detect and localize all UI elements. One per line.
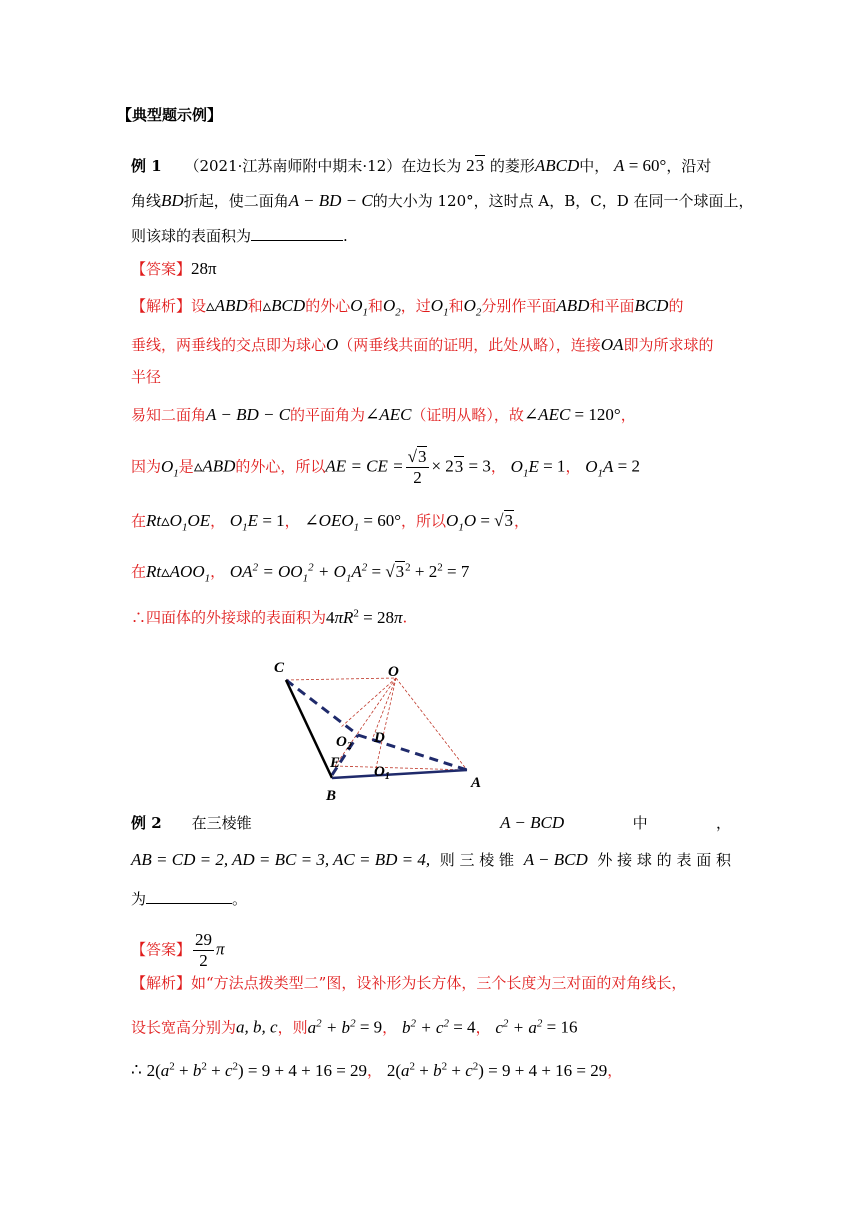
example-2-line-3 bbox=[131, 888, 247, 910]
edge-ba bbox=[332, 770, 467, 778]
q-text: 则 三 棱 锥 bbox=[439, 851, 515, 869]
solution-1-line-7: 在$Rt▵AOO_1$， $OA^2 = OO_1^2 + O_1A^2 = √3^2 + 2^2 = 7$ bbox=[131, 561, 470, 585]
s-text: ， bbox=[367, 1061, 383, 1080]
solution-2-line-2: 设长宽高分别为a, b, c，则$a^2 + b^2 = 9$， $b^2 + c^2 = 4$， $c^2 + a^2 = 16$ bbox=[131, 1017, 578, 1037]
s-text: ， bbox=[607, 1061, 623, 1080]
label-o2: $O_2$ bbox=[336, 734, 352, 752]
edge-cb bbox=[286, 680, 332, 778]
q-text: 角线 bbox=[131, 192, 162, 210]
line-oe bbox=[335, 678, 396, 766]
line-co bbox=[286, 678, 396, 680]
therefore-symbol: ∴ bbox=[131, 1060, 142, 1080]
solution-1-line-2: 垂线，两垂线的交点即为球心O（两垂线共面的证明，此处从略），连接OA即为所求球的 bbox=[131, 335, 714, 354]
s-text: 和平面 bbox=[589, 297, 635, 315]
answer-tag: 【答案】 bbox=[131, 260, 192, 278]
s-text: 设长宽高分别为 bbox=[131, 1018, 237, 1037]
solution-1-line-5: 因为$O_1$是▵ABD的外心，所以AE = CE = $\frac{√3}{2}$ × 23 = 3， $O_1E = 1$， $O_1A = 2$ bbox=[131, 447, 640, 487]
s-text: 因为 bbox=[131, 457, 162, 476]
line-oo2 bbox=[340, 678, 396, 728]
s-text: 和 bbox=[247, 297, 263, 315]
s-text: 在 bbox=[131, 562, 147, 581]
q-text: 在边长为 bbox=[401, 157, 462, 175]
line-oa bbox=[396, 678, 467, 770]
label-c: C bbox=[274, 660, 285, 676]
s-text: 在 bbox=[131, 512, 147, 530]
tetrahedron-figure bbox=[270, 650, 510, 808]
answer-blank bbox=[251, 226, 343, 241]
q-text: 则该球的表面积为 bbox=[131, 227, 252, 245]
example-1-label: 例 1 bbox=[131, 157, 162, 175]
answer-1 bbox=[131, 258, 217, 280]
answer-pi: π bbox=[216, 939, 225, 959]
s-text: 易知二面角 bbox=[131, 406, 207, 424]
s-text: （两垂线共面的证明，此处从略），连接 bbox=[338, 336, 601, 354]
solution-1-line-3: 半径 bbox=[131, 368, 162, 386]
label-a: A bbox=[471, 775, 482, 791]
label-e: E bbox=[330, 755, 341, 771]
solution-1-line-6: 在$Rt▵O_1OE$， $O_1E = 1$， $\angle OEO_1 = 60^\circ$，所以$O_1O = √3$， bbox=[131, 511, 530, 534]
q-text: ，沿对 bbox=[666, 157, 712, 175]
solution-1-line-8: ∴四面体的外接球的表面积为$4\pi R^2 = 28\pi$. bbox=[131, 607, 408, 627]
example-1-line-2: 角线BD折起，使二面角A − BD − C的大小为 120°，这时点 A，B，C，D 在同一个球面上， bbox=[131, 191, 754, 210]
s-text: 的外心 bbox=[305, 297, 351, 315]
s-text: 即为所求球的 bbox=[623, 336, 714, 354]
s-text: 的外心，所以 bbox=[235, 457, 326, 476]
answer-tag: 【答案】 bbox=[131, 940, 192, 959]
math-abcd: ABCD bbox=[534, 156, 580, 175]
s-text: 和 bbox=[367, 297, 383, 315]
q-text: 中 bbox=[632, 814, 648, 832]
q-text: 折起，使二面角 bbox=[183, 192, 289, 210]
example-2-label: 例 2 bbox=[131, 814, 162, 832]
example-1-source: （2021·江苏南师附中期末·12） bbox=[184, 157, 402, 175]
s-text: 和 bbox=[448, 297, 464, 315]
s-text: （证明从略），故 bbox=[411, 406, 524, 424]
label-o: O bbox=[388, 664, 399, 680]
answer-value: 28π bbox=[191, 259, 217, 278]
q-text: ， bbox=[715, 814, 731, 832]
solution-1-line-1: 【解析】设▵ABD和▵BCD的外心$O_1$和$O_2$，过$O_1$和$O_2$分别作平面ABD和平面BCD的 bbox=[131, 296, 684, 319]
example-2-line-2: AB = CD = 2, AD = BC = 3, AC = BD = 4, 则 三 棱 锥 A − BCD 外 接 球 的 表 面 积 bbox=[131, 850, 731, 869]
s-text: ，过 bbox=[400, 297, 431, 315]
answer-2 bbox=[131, 930, 225, 971]
s-text: 分别作平面 bbox=[481, 297, 557, 315]
s-text: 的 bbox=[668, 297, 684, 315]
q-text: 为 bbox=[131, 890, 147, 908]
line-ea bbox=[335, 766, 467, 770]
solution-tag: 【解析】 bbox=[131, 974, 192, 992]
s-text: ，则 bbox=[277, 1018, 308, 1037]
math-angle-a: A bbox=[614, 156, 625, 175]
example-1-line-3: 则该球的表面积为 . bbox=[131, 227, 348, 245]
solution-2-line-1 bbox=[131, 972, 686, 994]
q-text: 。 bbox=[232, 890, 248, 908]
solution-1-line-4: 易知二面角A − BD − C的平面角为∠AEC（证明从略），故∠AEC = 120°， bbox=[131, 405, 636, 424]
q-text: 中， bbox=[579, 157, 610, 175]
answer-fraction: $\frac{29}{2}$ bbox=[195, 930, 213, 970]
q-text: 在三棱锥 bbox=[191, 814, 252, 832]
s-text: 垂线，两垂线的交点即为球心 bbox=[131, 336, 327, 354]
q-text: 的菱形 bbox=[489, 157, 535, 175]
example-2-line-1: 例 2 在三棱锥 A − BCD 中 ， bbox=[131, 813, 731, 832]
label-b: B bbox=[326, 788, 337, 804]
answer-blank bbox=[146, 889, 232, 904]
s-text: ∴四面体的外接球的表面积为 bbox=[131, 608, 327, 627]
edge-cd bbox=[286, 680, 358, 735]
section-header: 【典型题示例】 bbox=[117, 106, 223, 124]
line-oo1 bbox=[376, 678, 396, 768]
solution-2-line-3: ∴ $2(a^2 + b^2 + c^2) = 9 + 4 + 16 = 29$， $2(a^2 + b^2 + c^2) = 9 + 4 + 16 = 29$， bbox=[131, 1060, 623, 1080]
s-text: 设 bbox=[191, 297, 207, 315]
label-o1: $O_1$ bbox=[374, 764, 390, 782]
s-text: 如“方法点拨类型二”图，设补形为长方体，三个长度为三对面的对角线长， bbox=[191, 974, 687, 992]
s-text: 是 bbox=[178, 457, 194, 476]
solution-tag: 【解析】 bbox=[131, 297, 192, 315]
s-text: 的平面角为 bbox=[290, 406, 366, 424]
label-d: D bbox=[374, 730, 385, 746]
q-text: 的大小为 120°，这时点 A，B，C，D 在同一个球面上， bbox=[372, 192, 754, 210]
example-1-line-1: 例 1 （2021·江苏南师附中期末·12）在边长为 23 的菱形ABCD中， A = 60°，沿对 bbox=[131, 156, 712, 175]
s-text: ，所以 bbox=[401, 512, 447, 530]
q-text: 外 接 球 的 表 面 积 bbox=[597, 851, 731, 869]
math-side: 23 bbox=[466, 156, 485, 175]
